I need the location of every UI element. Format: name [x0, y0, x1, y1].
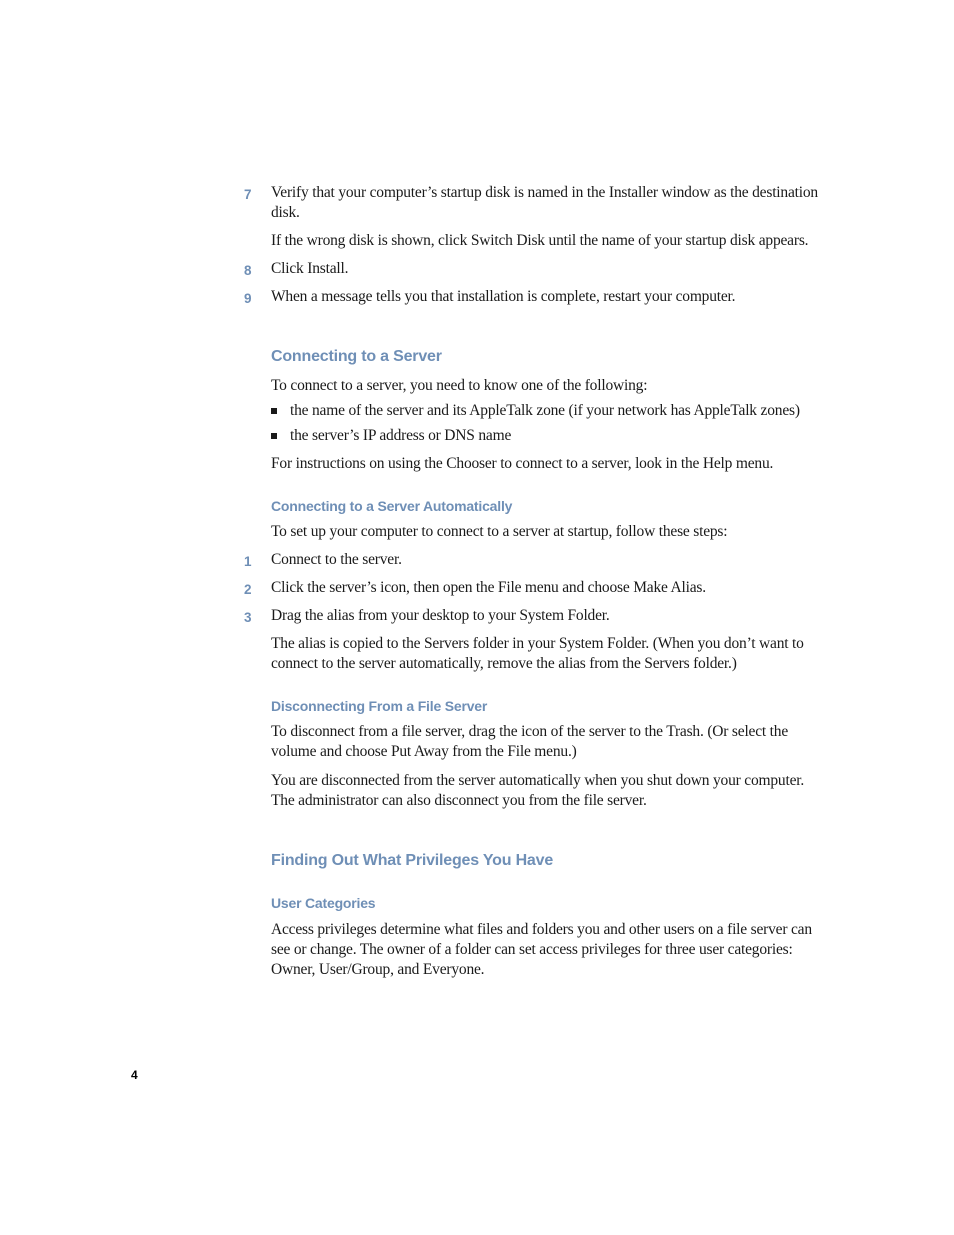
bullet-text: the server’s IP address or DNS name [290, 427, 512, 444]
step-text: Connect to the server. [271, 551, 402, 568]
step-text: Click Install. [271, 260, 349, 277]
subsection-heading: User Categories [271, 895, 376, 911]
step-note: If the wrong disk is shown, click Switch Disk until the name of your startup disk appears. [271, 232, 809, 249]
step-number: 7 [244, 187, 252, 202]
step-number: 9 [244, 291, 252, 306]
bullet-marker [271, 408, 277, 414]
subsection-heading: Connecting to a Server Automatically [271, 498, 513, 514]
bullet-text: the name of the server and its AppleTalk zone (if your network has AppleTalk zones) [290, 402, 800, 419]
step-number: 3 [244, 610, 252, 625]
section-heading: Connecting to a Server [271, 348, 442, 365]
subsection-intro: To set up your computer to connect to a server at startup, follow these steps: [271, 523, 728, 540]
paragraph: You are disconnected from the server automatically when you shut down your computer. The administrator can also disconnect you from the file server. [271, 772, 805, 809]
section-outro: For instructions on using the Chooser to connect to a server, look in the Help menu. [271, 455, 774, 472]
step-number: 2 [244, 582, 252, 597]
page-number: 4 [131, 1068, 138, 1082]
step-number: 1 [244, 554, 252, 569]
step-note: The alias is copied to the Servers folder in your System Folder. (When you don’t want to connect to the server automatically, remove the alias from the Servers folder.) [271, 635, 804, 672]
paragraph: To disconnect from a file server, drag the icon of the server to the Trash. (Or select the volume and choose Put Away from the File menu.) [271, 723, 789, 760]
section-intro: To connect to a server, you need to know one of the following: [271, 377, 648, 394]
section-heading: Finding Out What Privileges You Have [271, 852, 554, 869]
step-text: Click the server’s icon, then open the File menu and choose Make Alias. [271, 579, 706, 596]
subsection-heading: Disconnecting From a File Server [271, 698, 488, 714]
step-text: Drag the alias from your desktop to your System Folder. [271, 607, 610, 624]
step-text: When a message tells you that installation is complete, restart your computer. [271, 288, 736, 305]
paragraph: Access privileges determine what files and folders you and other users on a file server can see or change. The owner of a folder can set access privileges for three user categories: Owner, User/Group, and Everyone. [271, 921, 812, 978]
step-number: 8 [244, 263, 252, 278]
step-text: Verify that your computer’s startup disk is named in the Installer window as the destination disk. [271, 184, 818, 221]
bullet-marker [271, 433, 277, 439]
